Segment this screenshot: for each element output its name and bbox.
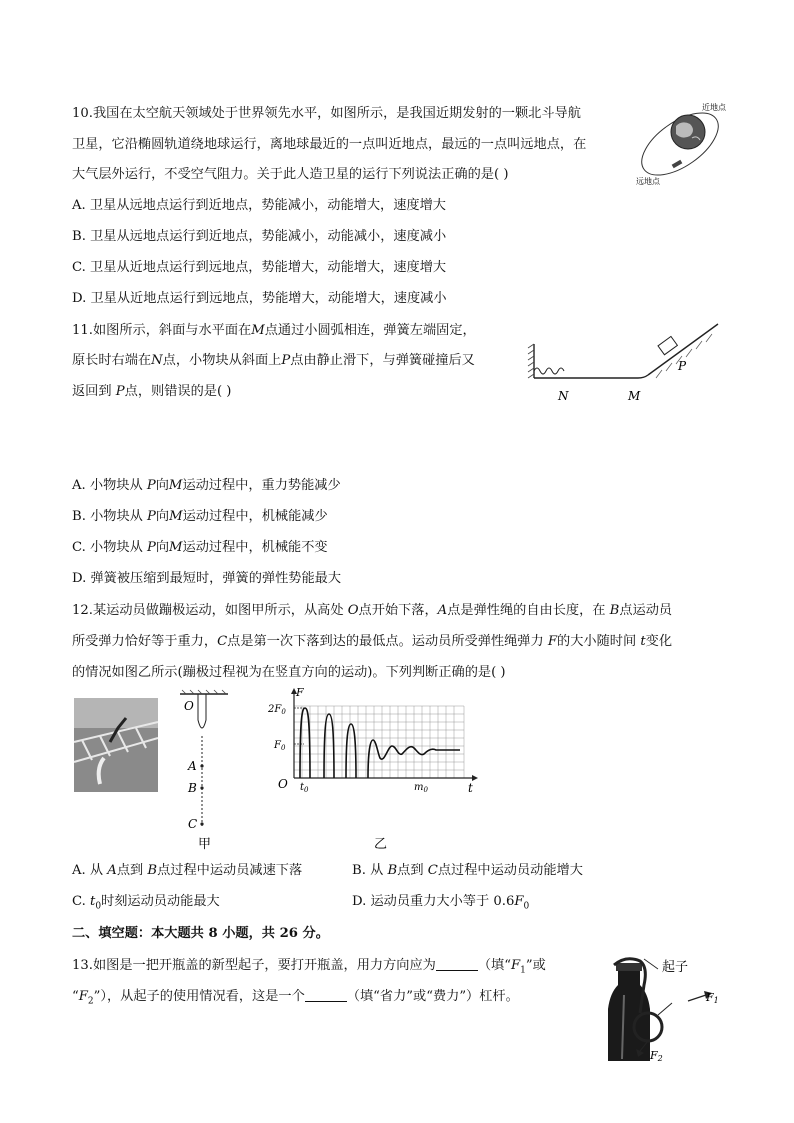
q12-option-b: B. 从 B点到 C点过程中运动员动能增大 (352, 863, 583, 878)
axis-f-label: F (296, 686, 304, 699)
point-n-label: N (558, 389, 569, 403)
incline-spring-figure (528, 322, 724, 406)
q11-stem-line-1: 11.如图所示，斜面与水平面在M点通过小圆弧相连，弹簧左端固定， (72, 323, 476, 338)
force-f1-label: F1 (706, 991, 719, 1005)
section-fill-in-title: 二、填空题：本大题共 8 小题，共 26 分。 (72, 926, 329, 941)
q11-stem-line-2: 原长时右端在N点，小物块从斜面上P点由静止滑下，与弹簧碰撞后又 (72, 353, 475, 368)
q12-stem-line-1: 12.某运动员做蹦极运动，如图甲所示，从高处 O点开始下落，A点是弹性绳的自由长度，在 B点运动员 (72, 603, 673, 618)
q12-stem-line-3: 的情况如图乙所示(蹦极过程视为在竖直方向的运动)。下列判断正确的是( ) (72, 665, 506, 680)
q11-option-b: B. 小物块从 P向M运动过程中，机械能减少 (72, 509, 328, 524)
q10-stem-line-2: 卫星，它沿椭圆轨道绕地球运行，离地球最近的一点叫近地点，最远的一点叫远地点，在 (72, 137, 587, 152)
satellite-orbit-figure (630, 98, 730, 190)
q12-option-c: C. $t_0$时刻运动员动能最大 (72, 894, 220, 912)
q12-stem-line-2: 所受弹力恰好等于重力，C点是第一次下落到达的最低点。运动员所受弹性绳弹力 F的大小随时间 t变化 (72, 634, 673, 649)
figure-jia-label: 甲 (198, 837, 212, 852)
figure-yi-label: 乙 (374, 837, 388, 852)
q12-option-d: D. 运动员重力大小等于 $0.6F_0$ (352, 894, 530, 912)
q10-option-b: B. 卫星从远地点运行到近地点，势能减小，动能减小，速度减小 (72, 229, 447, 244)
answer-blank-1[interactable] (436, 958, 478, 971)
q10-option-c: C. 卫星从近地点运行到远地点，势能增大，动能增大，速度增大 (72, 260, 447, 275)
q10-stem-line-3: 大气层外运行，不受空气阻力。关于此人造卫星的运行下列说法正确的是( ) (72, 167, 509, 182)
point-b-label: B (188, 781, 197, 795)
q13-stem-line-2: “$F_2$”），从起子的使用情况看，这是一个 （填“省力”或“费力”）杠杆。 (72, 989, 519, 1007)
q12-option-a: A. 从 A点到 B点过程中运动员减速下落 (72, 863, 303, 878)
tick-f0-label: $F_0$ (274, 740, 286, 752)
spring (534, 368, 564, 374)
bungee-photo (74, 698, 158, 792)
origin-label: O (278, 777, 288, 791)
small-block (658, 336, 677, 354)
q10-stem-line-1: 10.我国在太空航天领域处于世界领先水平，如图所示，是我国近期发射的一颗北斗导航 (72, 106, 581, 121)
q10-option-d: D. 卫星从近地点运行到远地点，势能增大，动能增大，速度减小 (72, 291, 447, 306)
point-p-label: P (678, 359, 687, 373)
q11-option-a: A. 小物块从 P向M运动过程中，重力势能减少 (72, 478, 341, 493)
tick-t0-label: $t_0$ (300, 782, 309, 794)
tick-m0-label: $m_0$ (414, 782, 428, 794)
axis-t-label: t (468, 781, 473, 795)
answer-blank-2[interactable] (305, 989, 347, 1002)
point-o-label: O (184, 699, 194, 713)
satellite-icon (672, 160, 683, 168)
q13-stem-line-1: 13.如图是一把开瓶盖的新型起子，要打开瓶盖，用力方向应为 （填“$F_1$”或 (72, 958, 546, 976)
force-time-graph-yi (264, 686, 480, 852)
point-a-label: A (188, 759, 197, 773)
q11-option-c: C. 小物块从 P向M运动过程中，机械能不变 (72, 540, 328, 555)
opener-label: 起子 (662, 960, 689, 975)
point-m-label: M (628, 389, 641, 403)
q11-stem-line-3: 返回到 P点，则错误的是( ) (72, 384, 232, 399)
bottle-opener-figure (600, 955, 724, 1061)
bungee-diagram-jia (176, 690, 232, 852)
tick-2f0-label: $2F_0$ (268, 704, 286, 716)
point-c-label: C (188, 817, 198, 831)
q10-option-a: A. 卫星从远地点运行到近地点，势能减小，动能增大，速度增大 (72, 198, 446, 213)
force-f2-label: F2 (650, 1049, 663, 1063)
far-point-label: 远地点 (636, 177, 660, 186)
near-point-label: 近地点 (702, 103, 726, 112)
q11-option-d: D. 弹簧被压缩到最短时，弹簧的弹性势能最大 (72, 571, 342, 586)
force-curve (300, 708, 460, 778)
